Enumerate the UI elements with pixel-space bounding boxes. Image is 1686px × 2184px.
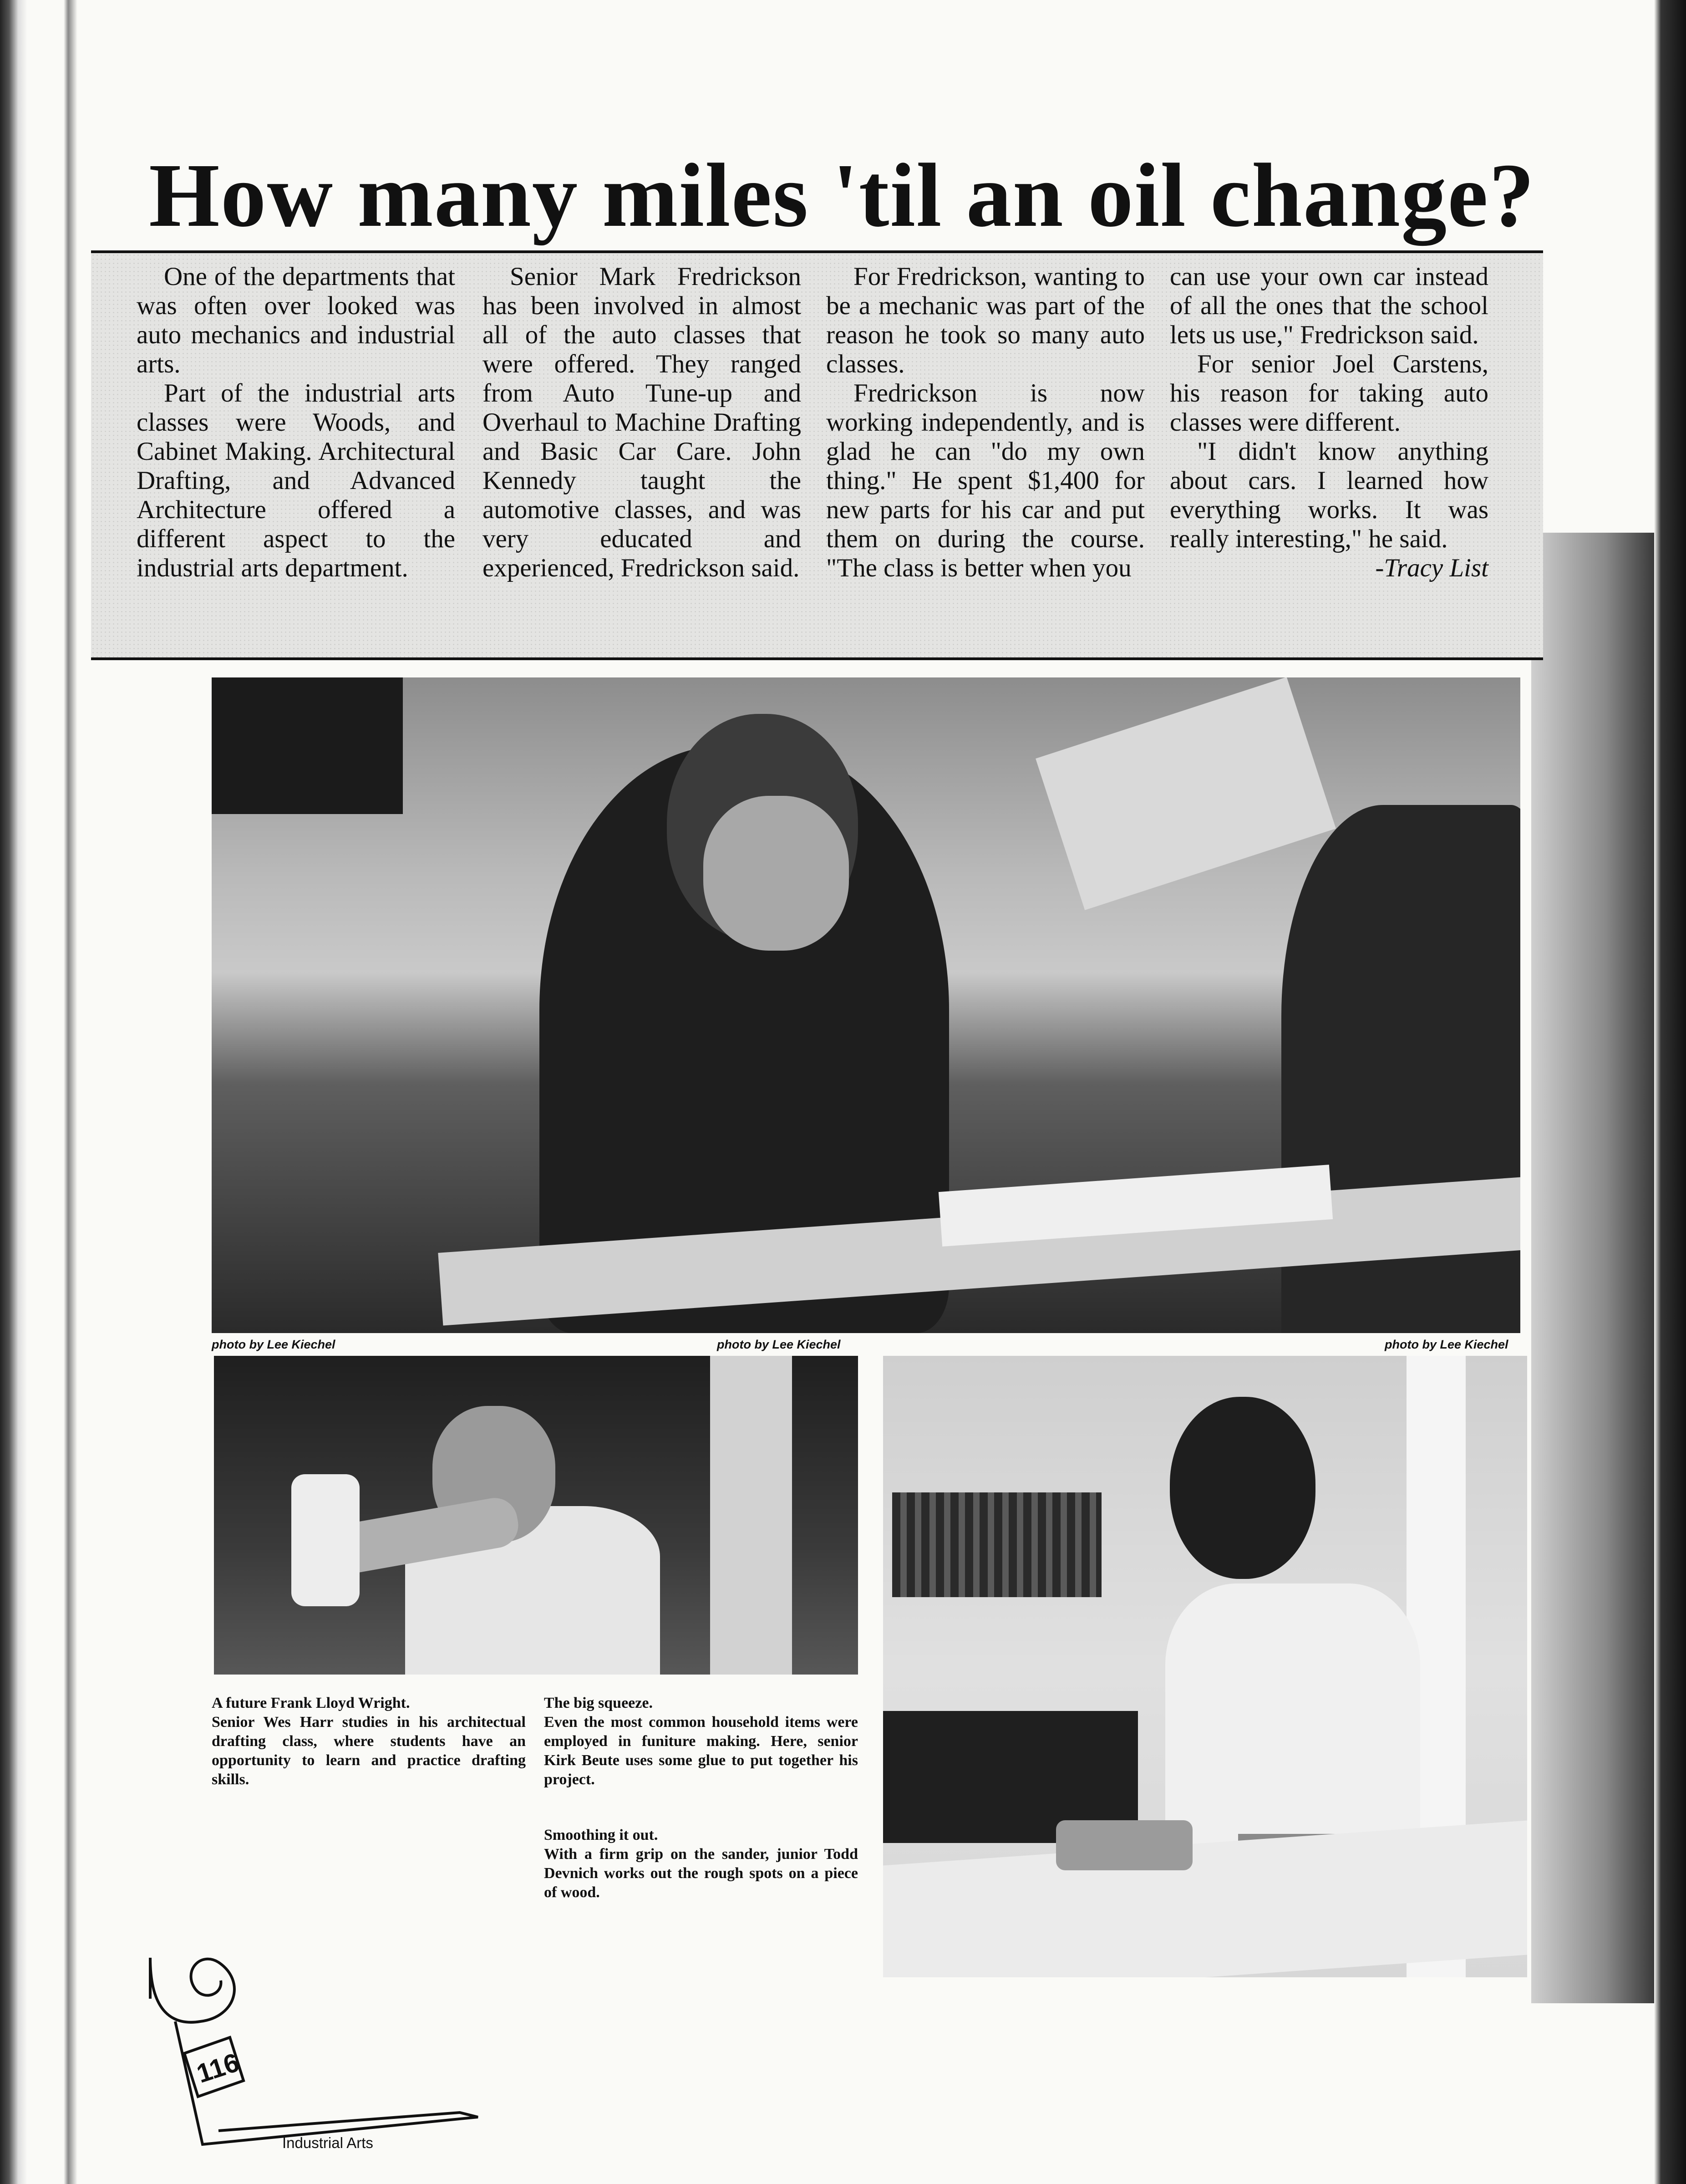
paragraph: Senior Mark Fredrickson has been involved in almost all of the auto classes that were offered. They ranged from Auto Tune-up and Overhaul to Machine Drafting and Basic Car Care. John Kennedy taught the automotive classes, and was very educated and experienced, Fredrickson said.: [482, 262, 801, 582]
caption-drafting: [212, 1694, 526, 1789]
paragraph: For Fredrickson, wanting to be a mechanic was part of the reason he took so many auto classes.: [826, 262, 1145, 378]
paragraph: Part of the industrial arts classes were Woods, and Cabinet Making. Architectural Drafting, and Advanced Architecture offered a different aspect to the industrial arts department.: [137, 379, 455, 582]
photo-glue-student: [214, 1356, 858, 1675]
photo-sander-student: [883, 1356, 1527, 1977]
caption-text: With a firm grip on the sander, junior Todd Devnich works out the rough spots on a piece of wood.: [544, 1846, 858, 1901]
article-column-4: [1170, 262, 1488, 583]
paragraph: "I didn't know anything about cars. I learned how everything works. It was really interesting," he said.: [1170, 437, 1488, 553]
article-column-1: [137, 262, 455, 583]
page-number: 116: [193, 2047, 243, 2089]
paragraph: can use your own car instead of all the ones that the school lets us use," Fredrickson said.: [1170, 262, 1488, 349]
article-column-3: [826, 262, 1145, 583]
caption-text: Senior Wes Harr studies in his architectual drafting class, where students have an opportunity to learn and practice drafting skills.: [212, 1714, 526, 1788]
caption-glue: [544, 1694, 858, 1789]
photo-credit: photo by Lee Kiechel: [1385, 1338, 1508, 1351]
paragraph: Fredrickson is now working independently, and is glad he can "do my own thing." He spent $1,400 for new parts for his car and put them on during the course. "The class is better when you: [826, 379, 1145, 582]
caption-sander: [544, 1826, 858, 1902]
caption-text: Even the most common household items were employed in funiture making. Here, senior Kirk Beute uses some glue to put together his project.: [544, 1714, 858, 1788]
photo-credit: photo by Lee Kiechel: [717, 1338, 841, 1351]
paragraph: For senior Joel Carstens, his reason for taking auto classes were different.: [1170, 350, 1488, 437]
book-binding: [0, 0, 82, 2184]
caption-title: A future Frank Lloyd Wright.: [212, 1695, 410, 1711]
article-column-2: [482, 262, 801, 583]
section-logo-icon: [132, 1930, 487, 2158]
photo-credit: photo by Lee Kiechel: [212, 1338, 335, 1351]
caption-title: Smoothing it out.: [544, 1827, 658, 1843]
headline: How many miles 'til an oil change?: [149, 145, 1535, 246]
article-box: [91, 253, 1543, 660]
caption-title: The big squeeze.: [544, 1695, 653, 1711]
adjacent-page-edge: [1531, 533, 1654, 2003]
page-edge: [1654, 0, 1686, 2184]
paragraph: One of the departments that was often over looked was auto mechanics and industrial arts.: [137, 262, 455, 378]
byline: -Tracy List: [1375, 554, 1488, 582]
section-name: Industrial Arts: [282, 2134, 373, 2151]
photo-drafting-student: [212, 677, 1520, 1333]
